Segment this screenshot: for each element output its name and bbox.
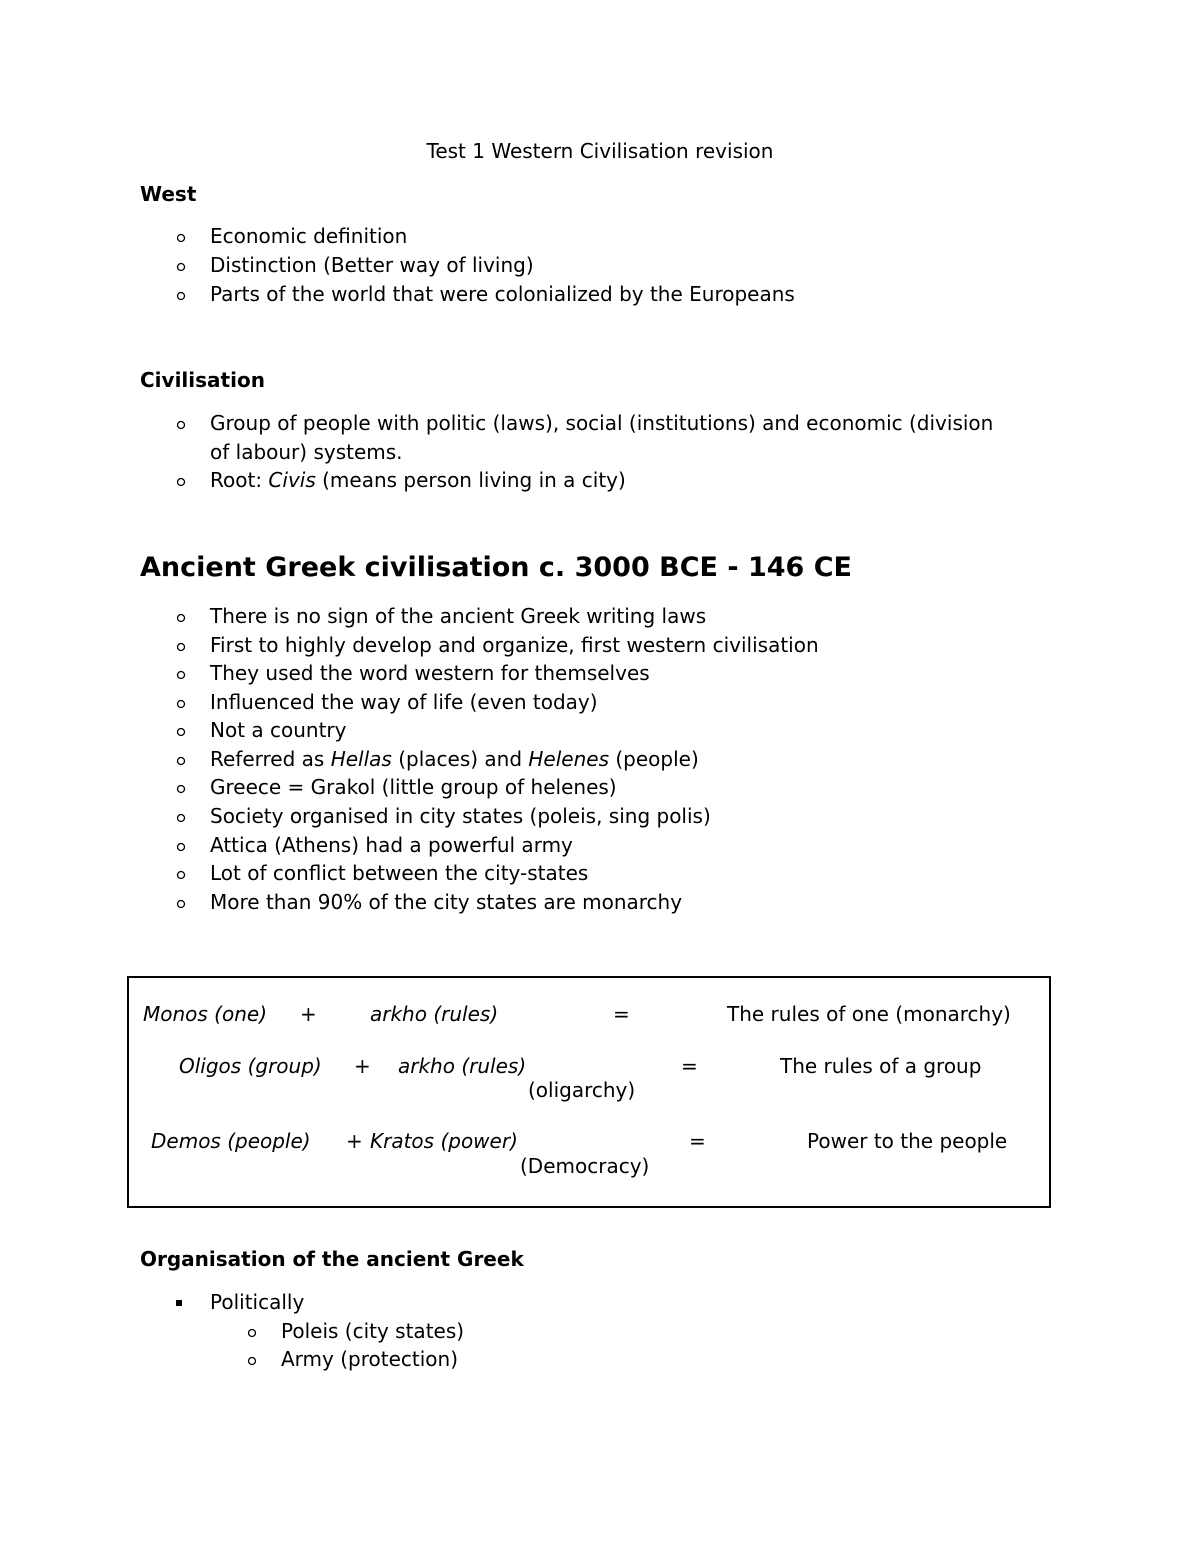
circle-bullet-icon — [176, 812, 188, 824]
plus-sign: + — [300, 1002, 317, 1026]
circle-bullet-icon — [176, 232, 188, 244]
list-item-continuation: of labour) systems. — [210, 440, 403, 464]
circle-bullet-icon — [176, 783, 188, 795]
square-bullet-icon — [174, 1297, 186, 1309]
italic-term: Civis — [268, 468, 316, 492]
list-item: Lot of conflict between the city-states — [210, 861, 589, 885]
list-item — [210, 745, 699, 774]
circle-bullet-icon — [176, 261, 188, 273]
text: (people) — [609, 747, 699, 771]
list-item: Politically — [210, 1290, 305, 1314]
circle-bullet-icon — [176, 726, 188, 738]
term-monos: Monos (one) — [143, 1002, 268, 1026]
meaning-oligarchy-term: (oligarchy) — [528, 1078, 636, 1102]
meaning-oligarchy: The rules of a group — [780, 1054, 982, 1078]
term-kratos: Kratos (power) — [370, 1129, 518, 1153]
list-item: Economic definition — [210, 224, 408, 248]
circle-bullet-icon — [247, 1327, 259, 1339]
text: Referred as — [210, 747, 331, 771]
equals-sign: = — [681, 1054, 698, 1078]
circle-bullet-icon — [176, 641, 188, 653]
plus-sign: + — [346, 1129, 363, 1153]
circle-bullet-icon — [176, 290, 188, 302]
section-heading-west: West — [140, 182, 197, 206]
list-item — [210, 466, 626, 495]
circle-bullet-icon — [176, 698, 188, 710]
text: Root: — [210, 468, 269, 492]
list-item: First to highly develop and organize, first western civilisation — [210, 633, 819, 657]
list-item: Society organised in city states (poleis, sing polis) — [210, 804, 711, 828]
meaning-democracy-term: (Democracy) — [520, 1154, 650, 1178]
list-item: More than 90% of the city states are monarchy — [210, 890, 683, 914]
list-item: Influenced the way of life (even today) — [210, 690, 598, 714]
page-title: Test 1 Western Civilisation revision — [426, 139, 774, 163]
section-heading-civilisation: Civilisation — [140, 368, 265, 392]
italic-term: Hellas — [330, 747, 392, 771]
list-item: Greece = Grakol (little group of helenes) — [210, 775, 617, 799]
text: (places) and — [391, 747, 529, 771]
term-arkho: arkho (rules) — [370, 1002, 499, 1026]
term-oligos: Oligos (group) — [179, 1054, 322, 1078]
equals-sign: = — [613, 1002, 630, 1026]
plus-sign: + — [354, 1054, 371, 1078]
list-item: Parts of the world that were colonialized by the Europeans — [210, 282, 795, 306]
list-item: Distinction (Better way of living) — [210, 253, 534, 277]
circle-bullet-icon — [176, 612, 188, 624]
section-heading-ancient-greek: Ancient Greek civilisation c. 3000 BCE - 146 CE — [140, 552, 852, 583]
list-item: Not a country — [210, 718, 347, 742]
sub-list-item: Army (protection) — [281, 1347, 459, 1371]
equals-sign: = — [689, 1129, 706, 1153]
list-item: They used the word western for themselves — [210, 661, 650, 685]
circle-bullet-icon — [176, 755, 188, 767]
circle-bullet-icon — [176, 869, 188, 881]
circle-bullet-icon — [176, 476, 188, 488]
list-item: Attica (Athens) had a powerful army — [210, 833, 573, 857]
term-arkho: arkho (rules) — [398, 1054, 527, 1078]
circle-bullet-icon — [176, 841, 188, 853]
circle-bullet-icon — [176, 419, 188, 431]
circle-bullet-icon — [176, 898, 188, 910]
meaning-monarchy: The rules of one (monarchy) — [727, 1002, 1011, 1026]
list-item: There is no sign of the ancient Greek writing laws — [210, 604, 707, 628]
circle-bullet-icon — [247, 1355, 259, 1367]
meaning-democracy: Power to the people — [807, 1129, 1008, 1153]
list-item: Group of people with politic (laws), social (institutions) and economic (division — [210, 411, 994, 435]
sub-list-item: Poleis (city states) — [281, 1319, 465, 1343]
section-heading-organisation: Organisation of the ancient Greek — [140, 1247, 524, 1271]
term-demos: Demos (people) — [151, 1129, 311, 1153]
circle-bullet-icon — [176, 669, 188, 681]
text: (means person living in a city) — [315, 468, 626, 492]
italic-term: Helenes — [528, 747, 609, 771]
